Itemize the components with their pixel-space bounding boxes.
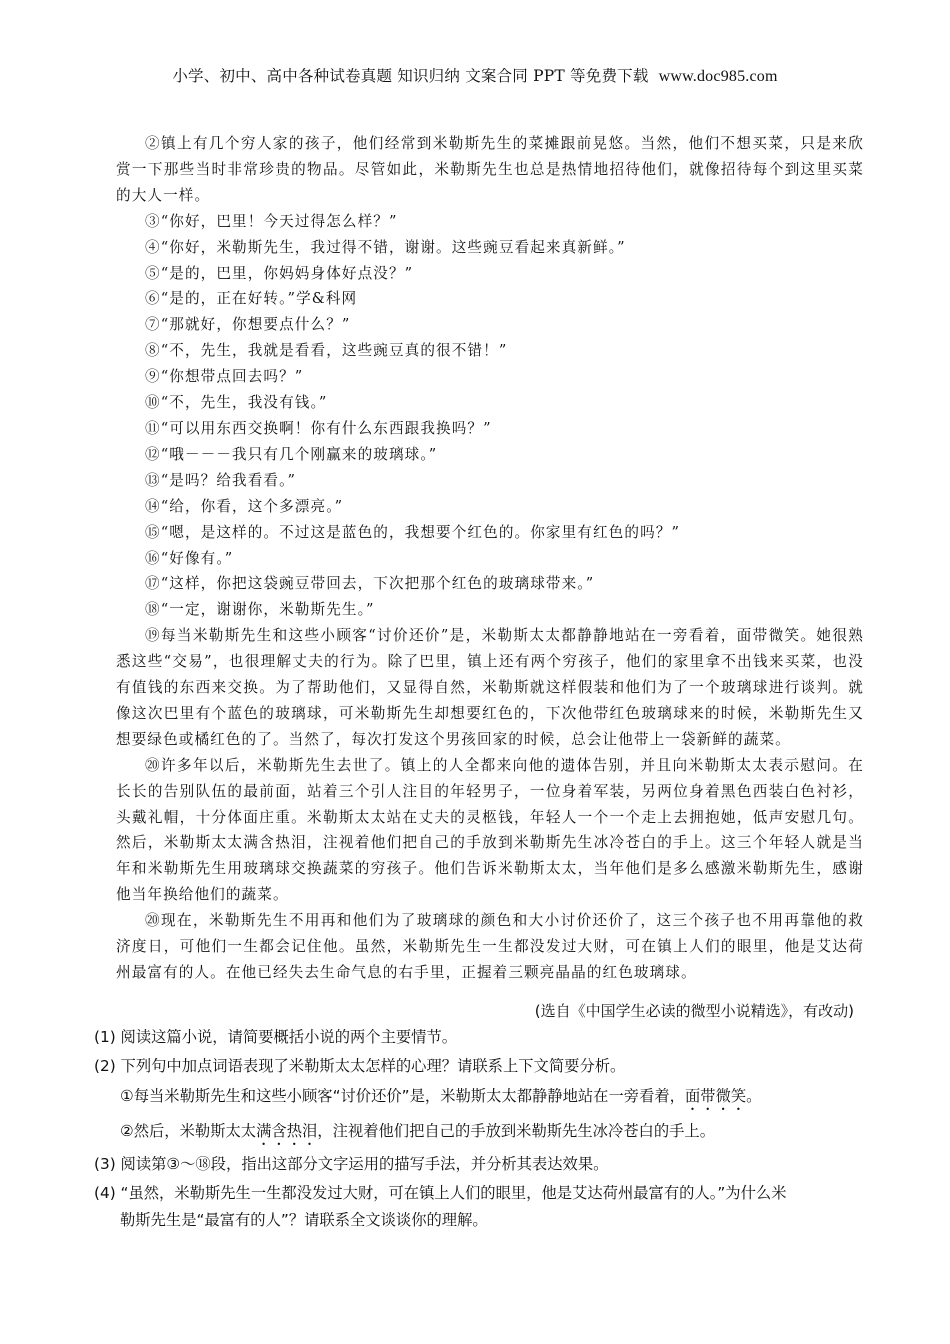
dialogue-line: ④“你好，米勒斯先生，我过得不错，谢谢。这些豌豆看起来真新鲜。” bbox=[145, 238, 626, 256]
question-3: (3) 阅读第③～⑱段，指出这部分文字运用的描写手法，并分析其表达效果。 bbox=[94, 1155, 609, 1173]
dialogue-line: ⑧“不，先生，我就是看看，这些豌豆真的很不错！” bbox=[145, 342, 508, 360]
q2a-text-after: 。 bbox=[746, 1087, 762, 1105]
source-citation: (选自《中国学生必读的微型小说精选》，有改动) bbox=[534, 1002, 854, 1020]
question-2-sentence-1 bbox=[94, 1084, 900, 1114]
page-header bbox=[0, 64, 950, 86]
dialogue-line: ⑮“嗯，是这样的。不过这是蓝色的，我想要个红色的。你家里有红色的吗？” bbox=[145, 523, 681, 541]
question-4-line-1: (4) “虽然，米勒斯先生一生都没发过大财，可在镇上人们的眼里，他是艾达荷州最富有的人。”为什么米 bbox=[94, 1184, 787, 1202]
dialogue-line: ⑰“这样，你把这袋豌豆带回去，下次把那个红色的玻璃球带来。” bbox=[145, 575, 595, 593]
question-2: (2) 下列句中加点词语表现了米勒斯太太怎样的心理？请联系上下文简要分析。 bbox=[94, 1057, 626, 1075]
paragraph-2: ②镇上有几个穷人家的孩子，他们经常到米勒斯先生的菜摊跟前晃悠。当然，他们不想买菜，只是来欣赏一下那些当时非常珍贵的物品。尽管如此，米勒斯先生也总是热情地招待他们，就像招待每个到这里买菜的大人一样。 bbox=[116, 135, 864, 204]
q2b-dotted-phrase: 满含热泪 bbox=[256, 1122, 318, 1140]
dialogue-line: ⑦“那就好，你想要点什么？” bbox=[145, 316, 351, 334]
dialogue-line: ⑪“可以用东西交换啊！你有什么东西跟我换吗？” bbox=[145, 419, 492, 437]
dialogue-line: ⑭“给，你看，这个多漂亮。” bbox=[145, 497, 344, 515]
dialogue-line: ⑩“不，先生，我没有钱。” bbox=[145, 394, 328, 412]
paragraph-21: ⑳现在，米勒斯先生不用再和他们为了玻璃球的颜色和大小讨价还价了，这三个孩子也不用再靠他的救济度日，可他们一生都会记住他。虽然，米勒斯先生一生都没发过大财，可在镇上人们的眼里，他是艾达荷州最富有的人。在他已经失去生命气息的右手里，正握着三颗亮晶晶的红色玻璃球。 bbox=[116, 912, 864, 981]
story-body bbox=[116, 131, 864, 986]
dialogue-line: ③“你好，巴里！今天过得怎么样？” bbox=[145, 212, 398, 230]
dialogue-line: ⑬“是吗？给我看看。” bbox=[145, 471, 297, 489]
q2a-dotted-phrase: 面带微笑 bbox=[684, 1087, 747, 1105]
dialogue-line: ⑯“好像有。” bbox=[145, 549, 234, 567]
dialogue-line: ⑨“你想带点回去吗？” bbox=[145, 368, 304, 386]
q2b-text-before: ②然后，米勒斯太太 bbox=[120, 1122, 257, 1140]
dialogue-line: ⑤“是的，巴里，你妈妈身体好点没？” bbox=[145, 264, 414, 282]
question-4-line-2: 勒斯先生是“最富有的人”？请联系全文谈谈你的理解。 bbox=[120, 1211, 488, 1229]
header-text: 小学、初中、高中各种试卷真题 知识归纳 文案合同 PPT 等免费下载 bbox=[172, 67, 649, 85]
q2a-text-before: ①每当米勒斯先生和这些小顾客“讨价还价”是，米勒斯太太都静静地站在一旁看着， bbox=[120, 1087, 685, 1105]
dialogue-line: ⑱“一定，谢谢你，米勒斯先生。” bbox=[145, 601, 375, 619]
dialogue-line: ⑫“哦－－－我只有几个刚赢来的玻璃球。” bbox=[145, 445, 438, 463]
question-2-sentence-2 bbox=[94, 1119, 900, 1149]
header-site: www.doc985.com bbox=[658, 68, 778, 85]
paragraph-19: ⑲每当米勒斯先生和这些小顾客“讨价还价”是，米勒斯太太都静静地站在一旁看着，面带微笑。她很熟悉这些“交易”，也很理解丈夫的行为。除了巴里，镇上还有两个穷孩子，他们的家里拿不出钱来买菜，也没有值钱的东西来交换。为了帮助他们，又显得自然，米勒斯就这样假装和他们为了一个玻璃球进行谈判。就像这次巴里有个蓝色的玻璃球，可米勒斯先生却想要红色的，下次他带红色玻璃球来的时候，米勒斯先生又想要绿色或橘红色的了。当然了，每次打发这个男孩回家的时候，总会让他带上一袋新鲜的蔬菜。 bbox=[116, 627, 864, 748]
question-1: (1) 阅读这篇小说，请简要概括小说的两个主要情节。 bbox=[94, 1028, 458, 1046]
dialogue-line: ⑥“是的，正在好转。”学&科网 bbox=[145, 290, 358, 308]
dialogue-block bbox=[116, 209, 864, 624]
paragraph-20: ⑳许多年以后，米勒斯先生去世了。镇上的人全都来向他的遗体告别，并且向米勒斯太太表示慰问。在长长的告别队伍的最前面，站着三个引人注目的年轻男子，一位身着军装，另两位身着黑色西装白色衬衫，头戴礼帽，十分体面庄重。米勒斯太太站在丈夫的灵柩钱，年轻人一个一个走上去拥抱她，低声安慰几句。然后，米勒斯太太满含热泪，注视着他们把自己的手放到米勒斯先生冰冷苍白的手上。这三个年轻人就是当年和米勒斯先生用玻璃球交换蔬菜的穷孩子。他们告诉米勒斯太太，当年他们是多么感激米勒斯先生，感谢他当年换给他们的蔬菜。 bbox=[116, 756, 864, 904]
q2b-text-after: ，注视着他们把自己的手放到米勒斯先生冰冷苍白的手上。 bbox=[317, 1122, 716, 1140]
